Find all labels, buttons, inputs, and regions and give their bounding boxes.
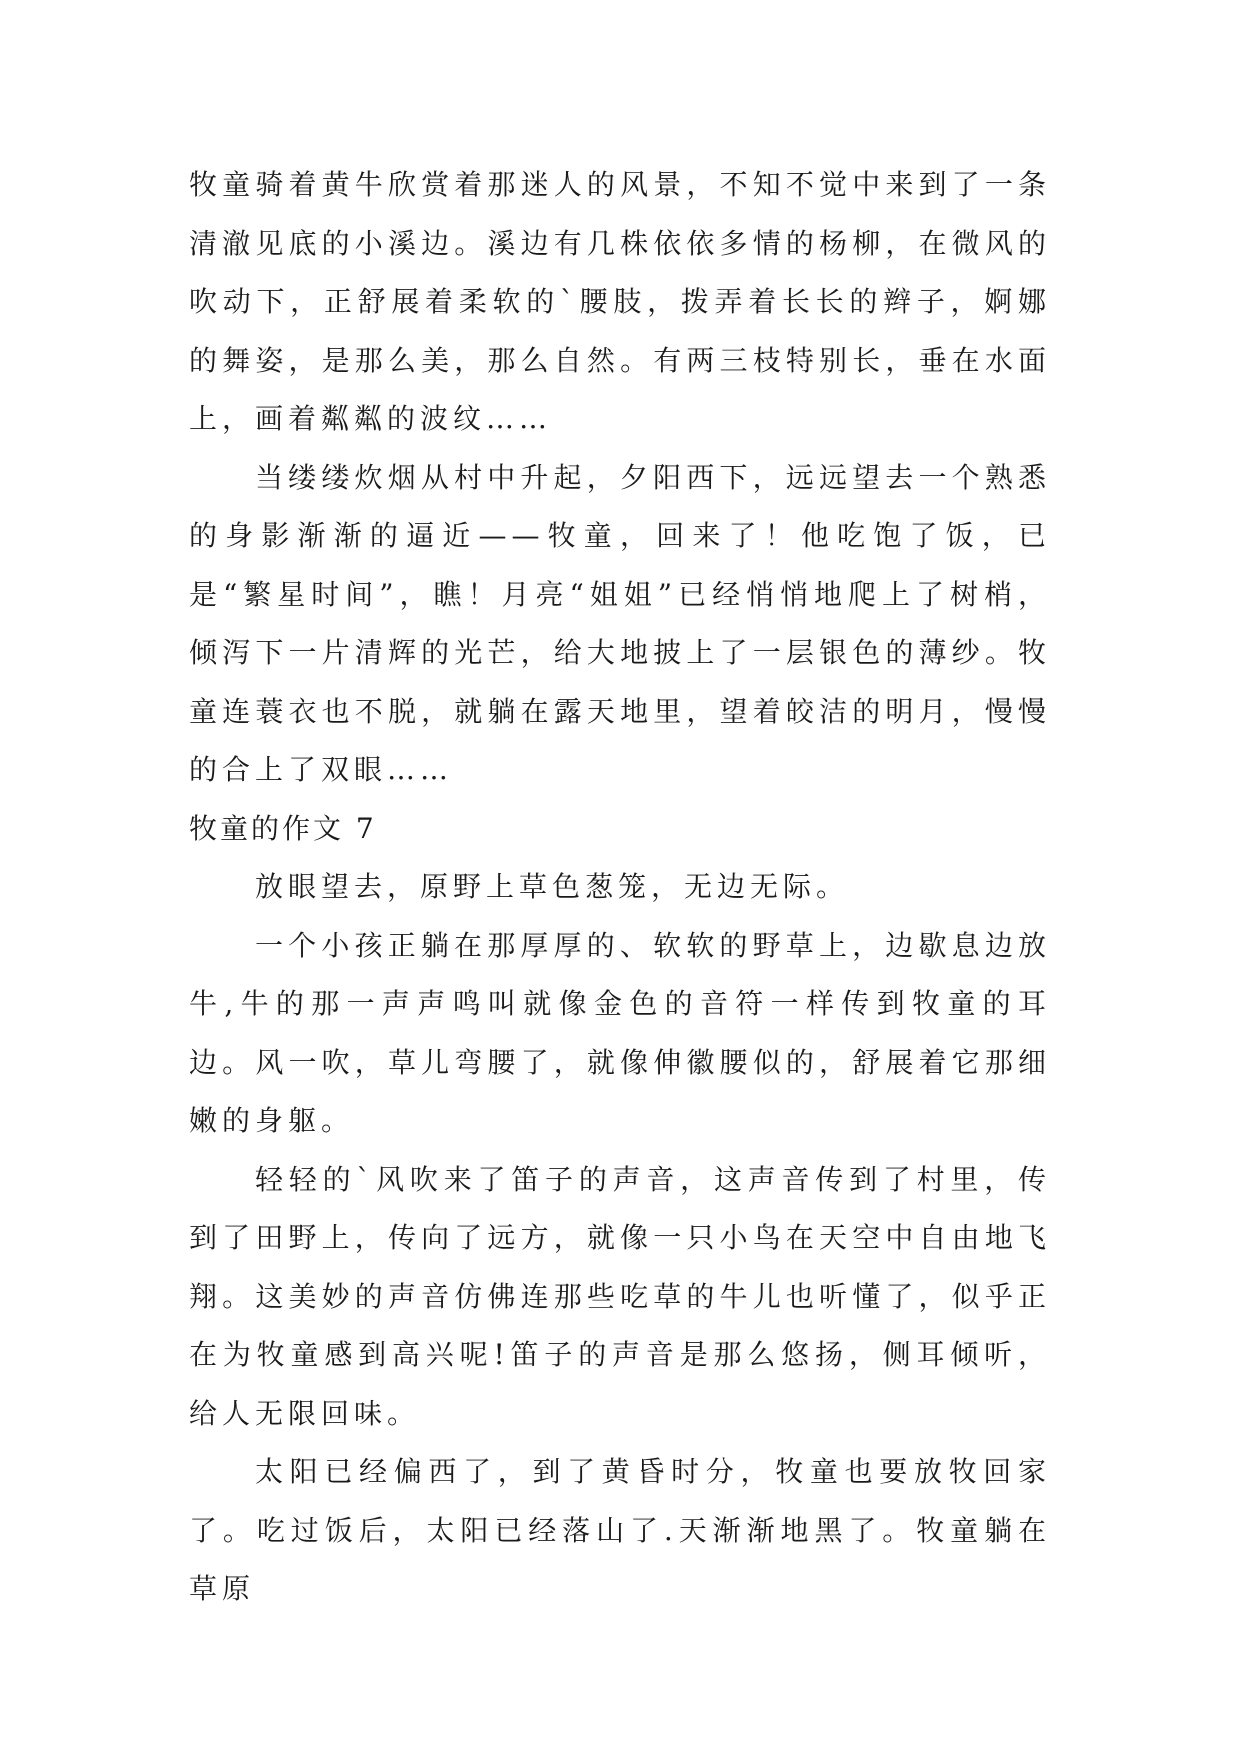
document-body [189, 156, 1051, 1619]
paragraph-resting-child: 一个小孩正躺在那厚厚的、软软的野草上，边歇息边放牛,牛的那一声声鸣叫就像金色的音符一样传到牧童的耳边。风一吹，草儿弯腰了，就像伸徽腰似的，舒展着它那细嫩的身躯。 [189, 928, 1051, 1137]
paragraph-flute: 轻轻的`风吹来了笛子的声音，这声音传到了村里，传到了田野上，传向了远方，就像一只小鸟在天空中自由地飞翔。这美妙的声音仿佛连那些吃草的牛儿也听懂了，似乎正在为牧童感到高兴呢!笛子的声音是那么悠扬，侧耳倾听，给人无限回味。 [189, 1162, 1051, 1430]
section-title: 牧童的作文 7 [189, 811, 377, 845]
paragraph-return-home: 当缕缕炊烟从村中升起，夕阳西下，远远望去一个熟悉的身影渐渐的逼近——牧童，回来了！他吃饱了饭，已是“繁星时间”，瞧！月亮“姐姐”已经悄悄地爬上了树梢，倾泻下一片清辉的光芒，给大地披上了一层银色的薄纱。牧童连蓑衣也不脱，就躺在露天地里，望着皎洁的明月，慢慢的合上了双眼…… [189, 460, 1051, 786]
paragraph-willows: 牧童骑着黄牛欣赏着那迷人的风景，不知不觉中来到了一条清澈见底的小溪边。溪边有几株依依多情的杨柳，在微风的吹动下，正舒展着柔软的`腰肢，拨弄着长长的辫子，婀娜的舞姿，是那么美，那么自然。有两三枝特别长，垂在水面上，画着粼粼的波纹…… [189, 168, 1051, 435]
paragraph-dusk: 太阳已经偏西了，到了黄昏时分，牧童也要放牧回家了。吃过饭后，太阳已经落山了.天渐渐地黑了。牧童躺在草原 [189, 1455, 1051, 1605]
paragraph-meadow: 放眼望去，原野上草色葱笼，无边无际。 [255, 870, 850, 903]
